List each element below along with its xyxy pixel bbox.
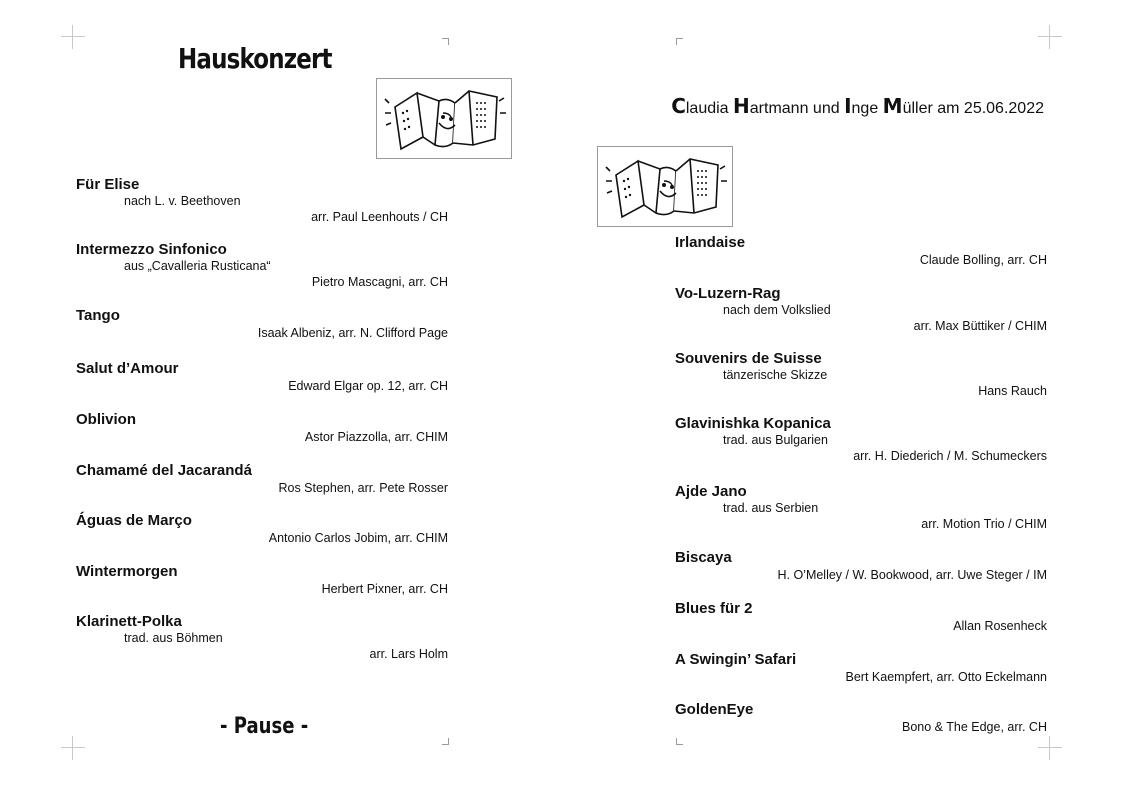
piece-title: Für Elise: [76, 176, 140, 193]
piece-note: nach dem Volkslied: [723, 303, 831, 317]
program-entry: [675, 600, 1047, 634]
piece-credit: Pietro Mascagni, arr. CH: [311, 275, 448, 289]
piece-title: Ajde Jano: [675, 483, 747, 500]
subtitle-text: nge: [851, 100, 883, 117]
piece-credit: Bono & The Edge, arr. CH: [902, 720, 1047, 734]
subtitle-initial: C: [671, 94, 686, 118]
program-entry: [675, 701, 1047, 735]
crop-mark-top-left: [61, 25, 85, 49]
crop-mark-bottom-left: [61, 736, 85, 760]
piece-title: Glavinishka Kopanica: [675, 415, 831, 432]
piece-note: tänzerische Skizze: [723, 368, 828, 382]
program-entry: [675, 415, 1047, 464]
piece-credit: arr. Paul Leenhouts / CH: [311, 210, 448, 224]
piece-title: Salut d’Amour: [76, 360, 179, 377]
piece-credit: Herbert Pixner, arr. CH: [321, 582, 448, 596]
crop-mark-top-right: [1038, 25, 1062, 49]
program-entry: [76, 512, 448, 546]
piece-title: GoldenEye: [675, 701, 754, 718]
performers-date: [671, 94, 1044, 118]
piece-note: trad. aus Serbien: [723, 501, 819, 515]
piece-credit: Claude Bolling, arr. CH: [919, 253, 1047, 267]
piece-title: Wintermorgen: [76, 563, 178, 580]
piece-credit: Edward Elgar op. 12, arr. CH: [288, 379, 448, 393]
program-entry: [675, 483, 1047, 532]
program-entry: [675, 285, 1047, 334]
piece-credit: arr. Motion Trio / CHIM: [921, 517, 1047, 531]
page-title: Hauskonzert: [178, 42, 332, 75]
program-entry: [76, 360, 448, 394]
piece-note: trad. aus Böhmen: [124, 631, 223, 645]
margin-corner-bl-right: [676, 738, 683, 745]
program-entry: [76, 411, 448, 445]
piece-title: A Swingin’ Safari: [675, 651, 797, 668]
piece-title: Souvenirs de Suisse: [675, 350, 822, 367]
piece-credit: arr. Max Büttiker / CHIM: [913, 319, 1047, 333]
accordion-cartoon-icon: [598, 147, 732, 226]
piece-credit: Hans Rauch: [978, 384, 1047, 398]
piece-title: Blues für 2: [675, 600, 753, 617]
subtitle-text: artmann und: [749, 100, 845, 117]
piece-credit: Antonio Carlos Jobim, arr. CHIM: [268, 531, 448, 545]
piece-note: aus „Cavalleria Rusticana“: [124, 259, 271, 273]
program-entry: [76, 307, 448, 341]
subtitle-initial: H: [733, 94, 750, 118]
margin-corner-tl-right: [676, 38, 683, 45]
piece-title: Chamamé del Jacarandá: [76, 462, 252, 479]
program-entry: [76, 462, 448, 496]
program-entry: [675, 234, 1047, 268]
piece-title: Biscaya: [675, 549, 732, 566]
piece-credit: Allan Rosenheck: [953, 619, 1047, 633]
program-entry: [76, 241, 448, 290]
program-entry: [76, 563, 448, 597]
piece-note: nach L. v. Beethoven: [124, 194, 241, 208]
piece-title: Oblivion: [76, 411, 136, 428]
accordion-cartoon-icon: [377, 79, 511, 158]
piece-title: Intermezzo Sinfonico: [76, 241, 227, 258]
piece-credit: arr. H. Diederich / M. Schumeckers: [853, 449, 1047, 463]
program-entry: [675, 549, 1047, 583]
accordion-image-left: [376, 78, 512, 159]
piece-note: trad. aus Bulgarien: [723, 433, 828, 447]
subtitle-initial: I: [844, 94, 852, 118]
program-entry: [76, 176, 448, 225]
piece-title: Vo-Luzern-Rag: [675, 285, 781, 302]
accordion-image-right: [597, 146, 733, 227]
piece-title: Águas de Março: [76, 512, 192, 529]
program-entry: [675, 350, 1047, 399]
subtitle-initial: M: [882, 94, 903, 118]
piece-credit: Astor Piazzolla, arr. CHIM: [304, 430, 448, 444]
intermission-label: - Pause -: [220, 714, 309, 739]
piece-credit: arr. Lars Holm: [369, 647, 448, 661]
piece-title: Klarinett-Polka: [76, 613, 182, 630]
piece-title: Irlandaise: [675, 234, 746, 251]
subtitle-text: üller am 25.06.2022: [902, 100, 1044, 117]
piece-credit: H. O’Melley / W. Bookwood, arr. Uwe Steger / IM: [777, 568, 1047, 582]
program-entry: [76, 613, 448, 662]
piece-credit: Ros Stephen, arr. Pete Rosser: [278, 481, 448, 495]
subtitle-text: laudia: [685, 100, 734, 117]
piece-credit: Isaak Albeniz, arr. N. Clifford Page: [257, 326, 448, 340]
crop-mark-bottom-right: [1038, 736, 1062, 760]
program-entry: [675, 651, 1047, 685]
piece-title: Tango: [76, 307, 120, 324]
margin-corner-bl-left: [442, 738, 449, 745]
margin-corner-tl-left: [442, 38, 449, 45]
piece-credit: Bert Kaempfert, arr. Otto Eckelmann: [845, 670, 1047, 684]
